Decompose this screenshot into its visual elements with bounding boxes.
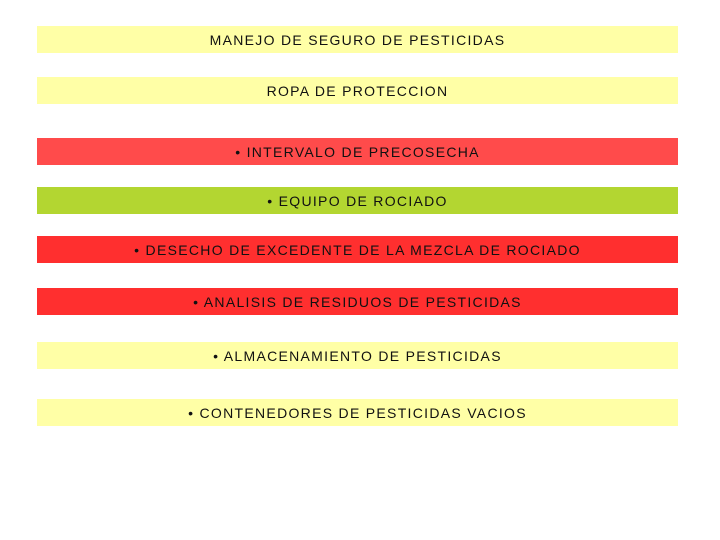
topic-label: • EQUIPO DE ROCIADO [267, 192, 448, 209]
topic-label: MANEJO DE SEGURO DE PESTICIDAS [209, 31, 506, 48]
topic-band-almacenamiento [37, 342, 678, 369]
topic-label: ROPA DE PROTECCION [266, 82, 449, 99]
topic-band-analisis [37, 288, 678, 315]
topic-band-equipo [37, 187, 678, 214]
topic-band-manejo [37, 26, 678, 53]
topic-label: • CONTENEDORES DE PESTICIDAS VACIOS [188, 404, 527, 421]
topic-label: • ALMACENAMIENTO DE PESTICIDAS [213, 347, 502, 364]
topic-label: • ANALISIS DE RESIDUOS DE PESTICIDAS [193, 293, 522, 310]
topic-band-desecho [37, 236, 678, 263]
topic-label: • INTERVALO DE PRECOSECHA [235, 143, 480, 160]
topic-label: • DESECHO DE EXCEDENTE DE LA MEZCLA DE ROCIADO [134, 241, 581, 258]
topic-band-ropa [37, 77, 678, 104]
topic-band-contenedores [37, 399, 678, 426]
topic-band-intervalo [37, 138, 678, 165]
